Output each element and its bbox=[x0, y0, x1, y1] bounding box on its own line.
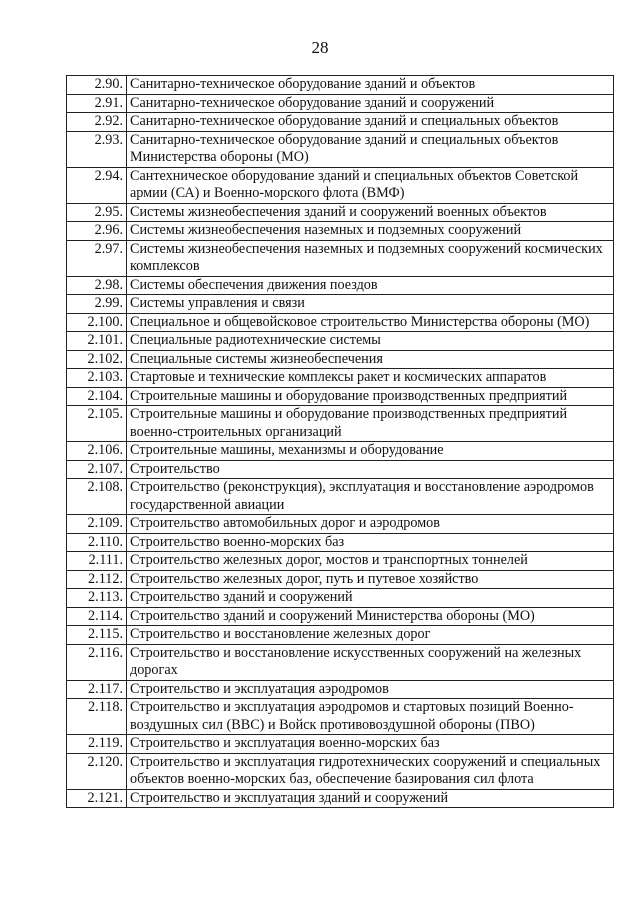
row-title: Специальные системы жизнеобеспечения bbox=[127, 350, 614, 369]
row-title: Системы жизнеобеспечения наземных и подземных сооружений космических комплексов bbox=[127, 240, 614, 276]
row-number: 2.94. bbox=[67, 167, 127, 203]
row-number: 2.107. bbox=[67, 460, 127, 479]
row-number: 2.97. bbox=[67, 240, 127, 276]
row-title: Специальные радиотехнические системы bbox=[127, 332, 614, 351]
table-row bbox=[67, 442, 614, 461]
table-row bbox=[67, 589, 614, 608]
table-row bbox=[67, 406, 614, 442]
row-number: 2.101. bbox=[67, 332, 127, 351]
table-row bbox=[67, 350, 614, 369]
table-row bbox=[67, 222, 614, 241]
row-title: Строительство bbox=[127, 460, 614, 479]
table-row bbox=[67, 460, 614, 479]
row-number: 2.121. bbox=[67, 789, 127, 808]
row-number: 2.113. bbox=[67, 589, 127, 608]
row-number: 2.90. bbox=[67, 76, 127, 95]
table-row bbox=[67, 570, 614, 589]
row-number: 2.95. bbox=[67, 203, 127, 222]
row-title: Строительство железных дорог, путь и путевое хозяйство bbox=[127, 570, 614, 589]
row-title: Строительство железных дорог, мостов и транспортных тоннелей bbox=[127, 552, 614, 571]
table-row bbox=[67, 753, 614, 789]
table-row bbox=[67, 313, 614, 332]
row-number: 2.110. bbox=[67, 533, 127, 552]
row-title: Строительство и эксплуатация аэродромов bbox=[127, 680, 614, 699]
table-row bbox=[67, 680, 614, 699]
page-number: 28 bbox=[311, 38, 329, 57]
row-number: 2.116. bbox=[67, 644, 127, 680]
table-row bbox=[67, 276, 614, 295]
table-row bbox=[67, 626, 614, 645]
table-row bbox=[67, 735, 614, 754]
row-title: Строительство и эксплуатация аэродромов и стартовых позиций Военно-воздушных сил (ВВС) и Войск противовоздушной обороны (ПВО) bbox=[127, 699, 614, 735]
row-title: Санитарно-техническое оборудование зданий и специальных объектов Министерства обороны (МО) bbox=[127, 131, 614, 167]
row-number: 2.114. bbox=[67, 607, 127, 626]
table-row bbox=[67, 552, 614, 571]
row-number: 2.106. bbox=[67, 442, 127, 461]
row-title: Строительство автомобильных дорог и аэродромов bbox=[127, 515, 614, 534]
row-title: Строительство и восстановление искусственных сооружений на железных дорогах bbox=[127, 644, 614, 680]
table-row bbox=[67, 332, 614, 351]
row-number: 2.111. bbox=[67, 552, 127, 571]
row-number: 2.91. bbox=[67, 94, 127, 113]
row-number: 2.120. bbox=[67, 753, 127, 789]
row-title: Строительные машины и оборудование производственных предприятий военно-строительных организаций bbox=[127, 406, 614, 442]
row-number: 2.118. bbox=[67, 699, 127, 735]
table-row bbox=[67, 167, 614, 203]
row-number: 2.102. bbox=[67, 350, 127, 369]
row-number: 2.98. bbox=[67, 276, 127, 295]
row-title: Строительство и эксплуатация зданий и сооружений bbox=[127, 789, 614, 808]
table-row bbox=[67, 240, 614, 276]
table-row bbox=[67, 515, 614, 534]
table-row bbox=[67, 607, 614, 626]
row-title: Строительные машины и оборудование производственных предприятий bbox=[127, 387, 614, 406]
row-title: Системы управления и связи bbox=[127, 295, 614, 314]
row-title: Стартовые и технические комплексы ракет и космических аппаратов bbox=[127, 369, 614, 388]
table-row bbox=[67, 479, 614, 515]
table-row bbox=[67, 94, 614, 113]
row-title: Системы обеспечения движения поездов bbox=[127, 276, 614, 295]
row-title: Строительство и эксплуатация гидротехнических сооружений и специальных объектов военно-морских баз, обеспечение базирования сил флота bbox=[127, 753, 614, 789]
row-title: Строительные машины, механизмы и оборудование bbox=[127, 442, 614, 461]
table-row bbox=[67, 699, 614, 735]
row-number: 2.108. bbox=[67, 479, 127, 515]
row-number: 2.119. bbox=[67, 735, 127, 754]
row-title: Строительство (реконструкция), эксплуатация и восстановление аэродромов государственной авиации bbox=[127, 479, 614, 515]
row-title: Санитарно-техническое оборудование зданий и специальных объектов bbox=[127, 113, 614, 132]
row-title: Строительство зданий и сооружений Министерства обороны (МО) bbox=[127, 607, 614, 626]
row-title: Сантехническое оборудование зданий и специальных объектов Советской армии (СА) и Военно-морского флота (ВМФ) bbox=[127, 167, 614, 203]
row-number: 2.96. bbox=[67, 222, 127, 241]
table-row bbox=[67, 387, 614, 406]
table-row bbox=[67, 113, 614, 132]
table-row bbox=[67, 533, 614, 552]
row-number: 2.112. bbox=[67, 570, 127, 589]
table-row bbox=[67, 644, 614, 680]
row-number: 2.100. bbox=[67, 313, 127, 332]
table-row bbox=[67, 76, 614, 95]
table-row bbox=[67, 789, 614, 808]
row-number: 2.104. bbox=[67, 387, 127, 406]
table-row bbox=[67, 203, 614, 222]
row-title: Системы жизнеобеспечения зданий и сооружений военных объектов bbox=[127, 203, 614, 222]
row-number: 2.92. bbox=[67, 113, 127, 132]
row-title: Строительство и эксплуатация военно-морских баз bbox=[127, 735, 614, 754]
table-row bbox=[67, 369, 614, 388]
table-row bbox=[67, 295, 614, 314]
row-title: Строительство зданий и сооружений bbox=[127, 589, 614, 608]
row-number: 2.99. bbox=[67, 295, 127, 314]
row-number: 2.105. bbox=[67, 406, 127, 442]
row-number: 2.117. bbox=[67, 680, 127, 699]
row-title: Санитарно-техническое оборудование зданий и объектов bbox=[127, 76, 614, 95]
row-number: 2.93. bbox=[67, 131, 127, 167]
row-number: 2.109. bbox=[67, 515, 127, 534]
row-title: Строительство и восстановление железных дорог bbox=[127, 626, 614, 645]
row-title: Санитарно-техническое оборудование зданий и сооружений bbox=[127, 94, 614, 113]
table-row bbox=[67, 131, 614, 167]
row-title: Специальное и общевойсковое строительство Министерства обороны (МО) bbox=[127, 313, 614, 332]
row-number: 2.103. bbox=[67, 369, 127, 388]
row-number: 2.115. bbox=[67, 626, 127, 645]
specialties-table bbox=[66, 75, 614, 808]
row-title: Системы жизнеобеспечения наземных и подземных сооружений bbox=[127, 222, 614, 241]
row-title: Строительство военно-морских баз bbox=[127, 533, 614, 552]
